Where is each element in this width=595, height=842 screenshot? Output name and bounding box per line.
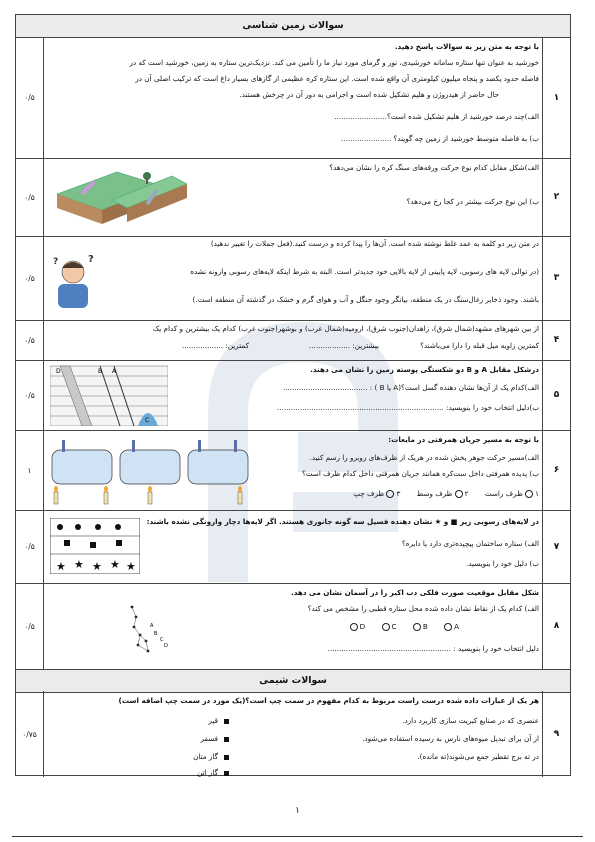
question-part-a: الف)شکل مقابل کدام نوع حرکت ورقه‌های سنگ کره را نشان می‌دهد؟ [329, 163, 539, 172]
answer-least: کمترین: .................. [181, 341, 249, 350]
question-row-9 [16, 691, 570, 777]
question-row-7 [16, 510, 570, 584]
question-score: ۰/۵ [16, 158, 44, 236]
choice-3[interactable]: ۳ ظرف چپ [353, 489, 401, 498]
svg-text:★: ★ [92, 560, 102, 573]
radio-icon [525, 490, 533, 498]
question-number: ۴ [542, 320, 570, 360]
question-instruction: در متن زیر دو کلمه به عمد غلط نوشته شده است. آن‌ها را پیدا کرده و درست کنید.(فعل جملات را تغییر ندهید) [210, 239, 539, 248]
question-part-a: الف) کدام یک از نقاط نشان داده شده محل ستاره قطبی را مشخص می کند؟ [307, 604, 539, 613]
question-title: در لایه‌های رسوبی زیر ■ و ★ نشان دهنده فسیل سه گونه جانوری هستند. اگر لایه‌ها دچار وارونگی نشده باشند: [146, 517, 539, 526]
match-item-left-1: قیر [208, 715, 229, 726]
question-score: ۰/۵ [16, 236, 44, 320]
question-part-b: ب) دلیل خود را بنویسید. [465, 559, 539, 568]
match-item-right-3: در ته برج تقطیر جمع می‌شوند(ته مانده). [417, 752, 539, 761]
page-number: ۱ [295, 806, 300, 816]
match-item-right-1: عنصری که در صنایع کبریت سازی کاربرد دارد. [402, 716, 539, 725]
question-part-b: دلیل انتخاب خود را بنویسید : ...................................................... [327, 644, 539, 653]
option-b[interactable]: B [413, 621, 428, 632]
big-dipper-figure [126, 601, 186, 661]
match-item-left-3: گاز متان [193, 751, 229, 762]
passage-line: خورشید به عنوان تنها ستاره سامانه خورشیدی، نور و گرمای مورد نیاز ما را تأمین می کند. نزدیک‌ترین ستاره به زمین، خورشید است که در [129, 58, 539, 67]
question-title: با توجه به متن زیر به سوالات پاسخ دهید. [394, 42, 539, 51]
question-number: ۲ [542, 158, 570, 236]
question-title: درشکل مقابل A و B دو شکستگی پوسته زمین را نشان می دهند. [310, 365, 539, 374]
fossil-layers-figure [50, 518, 140, 574]
fig-label-a: A [112, 368, 117, 375]
radio-icon [386, 490, 394, 498]
question-part-a: الف) ستاره ساختمان پیچیده‌تری دارد یا دایره؟ [401, 539, 539, 548]
question-row-2 [16, 158, 570, 237]
svg-text:B: B [154, 631, 158, 637]
question-number: ۸ [542, 583, 570, 669]
svg-text:?: ? [53, 257, 59, 267]
option-a[interactable]: A [444, 621, 459, 632]
svg-text:?: ? [88, 254, 94, 265]
question-score: ۰/۵ [16, 37, 44, 158]
fig-label-b: B [98, 368, 103, 375]
question-row-5 [16, 360, 570, 431]
question-title: هر یک از عبارات داده شده درست راست مربوط به کدام مفهوم در سمت چپ است؟(یک مورد در سمت چپ اضافه است) [118, 696, 539, 705]
footer-divider [12, 836, 583, 837]
thinking-person-icon [48, 250, 98, 310]
option-d[interactable]: D [350, 621, 366, 632]
question-number: ۵ [542, 360, 570, 430]
passage-line: فاصله حدود یکصد و پنجاه میلیون کیلومتری آن واقع شده است. این ستاره کره عظیمی از گازهای بسیار داغ است که ترکیب اصلی آن در [135, 74, 539, 83]
question-part-a: الف)مسیر حرکت جوهر پخش شده در هریک از ظرف‌های روبرو را رسم کنید. [309, 453, 539, 462]
question-number: ۱ [542, 37, 570, 158]
fig-label-c: C [145, 417, 150, 424]
question-title: شکل مقابل موقعیت صورت فلکی دب اکبر را در آسمان نشان می دهد. [291, 588, 539, 597]
svg-text:★: ★ [110, 558, 120, 571]
question-text: کمترین زاویه میل قبله را دارا می‌باشند؟ [420, 341, 539, 350]
passage-line: حال حاضر از هیدروژن و هلیم تشکیل شده است و اجرامی به دور آن در چرخش هستند. [239, 90, 499, 99]
question-title: با توجه به مسیر جریان همرفتی در مایعات: [388, 435, 539, 444]
question-part-a: الف)چند درصد خورشید از هلیم تشکیل شده است؟....................... [334, 112, 539, 121]
question-score: ۰/۷۵ [16, 691, 44, 777]
section-header-geology: سوالات زمین شناسی [16, 15, 570, 38]
choice-1[interactable]: ۱ ظرف راست [484, 489, 539, 498]
svg-text:C: C [160, 637, 164, 643]
svg-text:★: ★ [56, 560, 66, 573]
question-score: ۰/۵ [16, 583, 44, 669]
answer-options [336, 621, 459, 632]
passage-line: باشند. وجود ذخایر زغال‌سنگ در یک منطقه، بیانگر وجود جنگل و آب و هوای گرم و خشک در گذشته آن منطقه است.) [192, 295, 539, 304]
question-text: از بین شهرهای مشهد(شمال شرق)، زاهدان(جنوب شرق)، ارومیه(شمال غرب) و بوشهر(جنوب غرب) کدام یک بیشترین و کدام یک [152, 324, 539, 333]
section-header-chemistry: سوالات شیمی [16, 669, 570, 693]
fault-fold-figure [50, 364, 168, 426]
question-number: ۹ [542, 691, 570, 777]
question-part-b: ب) به فاصله متوسط خورشید از زمین چه گویند؟ ...................... [341, 134, 539, 143]
question-row-6 [16, 430, 570, 511]
question-part-b: ب) پدیده همرفتی داخل ست‌کره همانند جریان همرفتی داخل کدام ظرف است؟ [301, 469, 539, 478]
question-row-4 [16, 320, 570, 361]
match-item-left-2: فسفر [201, 733, 229, 744]
question-number: ۳ [542, 236, 570, 320]
answer-choices [339, 488, 539, 499]
answer-most: بیشترین: .................. [308, 341, 379, 350]
question-part-b: ب)دلیل انتخاب خود را بنویسید: ......................................................................... [276, 403, 539, 412]
plate-movement-figure [52, 164, 192, 230]
svg-text:A: A [150, 623, 154, 629]
exam-sheet [15, 14, 571, 776]
question-score: ۰/۵ [16, 320, 44, 360]
question-part-a: الف)کدام یک از آن‌ها نشان دهنده گسل است؟(A یا B ) : ..................................... [282, 383, 539, 392]
radio-icon [455, 490, 463, 498]
match-item-right-2: از آن برای تبدیل میوه‌های نارس به رسیده استفاده می‌شود. [362, 734, 539, 743]
match-item-left-4: گاز اتن [197, 767, 229, 778]
question-number: ۷ [542, 510, 570, 583]
question-score: ۰/۵ [16, 510, 44, 583]
question-score: ۰/۵ [16, 360, 44, 430]
question-row-1 [16, 37, 570, 159]
svg-text:★: ★ [126, 560, 136, 573]
question-row-3 [16, 236, 570, 321]
question-part-b: ب) این نوع حرکت بیشتر در کجا رخ می‌دهد؟ [406, 197, 539, 206]
svg-text:D: D [164, 643, 168, 649]
question-score: ۱ [16, 430, 44, 510]
question-row-8 [16, 583, 570, 670]
fig-label-d: D [56, 368, 61, 375]
passage-line: (در توالی لایه های رسوبی، لایه پایینی از لایه بالایی خود جدیدتر است. البته به شرط اینکه لایه‌های رسوبی وارونه نشده [190, 267, 539, 276]
convection-containers-figure [48, 436, 258, 508]
svg-text:★: ★ [74, 558, 84, 571]
choice-2[interactable]: ۲ ظرف وسط [416, 489, 469, 498]
question-number: ۶ [542, 430, 570, 510]
option-c[interactable]: C [382, 621, 397, 632]
